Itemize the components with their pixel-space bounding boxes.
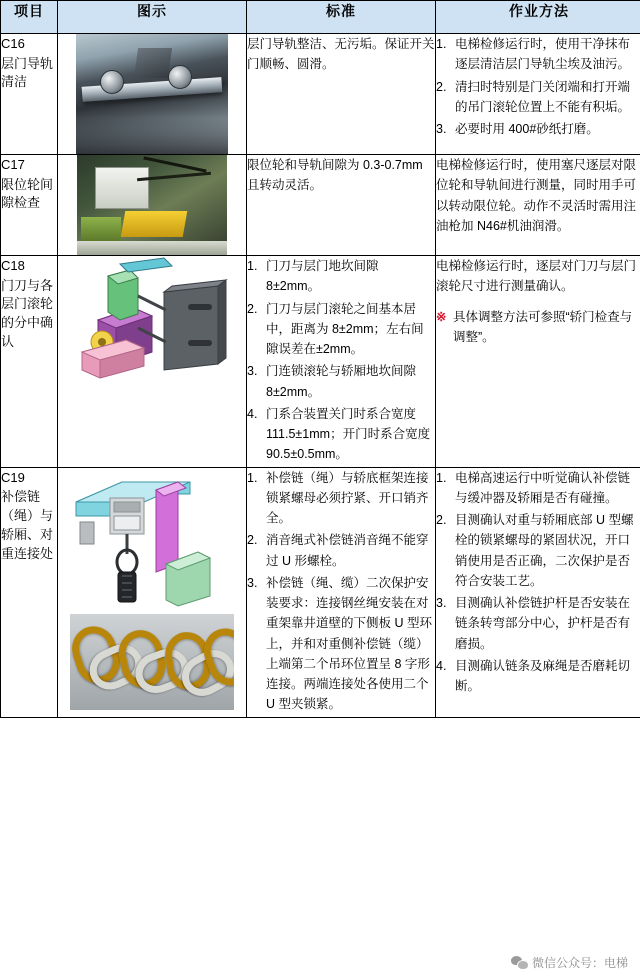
column-header-item: 项目 [1,1,58,34]
row-figure-c18 [58,256,247,468]
wechat-label: 微信公众号：电梯 [531,955,628,970]
row-method-c18 [436,256,640,468]
row-standard-c19 [247,467,436,717]
method-item: 必要时用 400#砂纸打磨。 [455,122,599,136]
door-track-photo [76,34,228,154]
item-code: C19 [1,469,25,485]
column-header-method: 作业方法 [436,1,640,34]
method-list [436,34,640,139]
wechat-credit [511,954,628,971]
limit-wheel-photo [77,155,227,255]
control-box [95,167,149,209]
compensation-chain-photo [70,614,234,710]
photo-shadow [76,118,228,154]
standard-text: 限位轮和导轨间隙为 0.3-0.7mm 且转动灵活。 [247,158,423,193]
row-item-c19 [1,467,58,717]
compensation-chain-drawing [70,468,234,608]
row-figure-c16 [58,34,247,155]
door-knife-svg [68,256,236,406]
page-footer [0,945,640,979]
method-note: ※ 具体调整方法可参照“轿门检查与调整”。 [436,307,640,348]
item-code: C18 [1,258,25,273]
method-list [436,468,640,697]
table-row [1,34,640,155]
row-standard-c16 [247,34,436,155]
method-item: 目测确认链条及麻绳是否磨耗切断。 [455,658,631,693]
row-figure-c17 [58,155,247,256]
standard-list [247,256,435,465]
limit-wheel [121,211,188,237]
standard-item: 消音绳式补偿链消音绳不能穿过 U 形螺栓。 [266,533,429,568]
row-method-c17 [436,155,640,256]
item-label: 层门导轨清洁 [1,55,54,90]
cable [143,156,206,172]
compensation-chain-svg [70,468,234,608]
standard-item: 门系合装置关门时系合宽度 111.5±1mm；开门时系合宽度 90.5±0.5mm。 [266,406,431,462]
row-item-c16 [1,34,58,155]
row-standard-c18 [247,256,436,468]
standard-item: 补偿链（绳）与轿底框架连接锁紧螺母必须拧紧、开口销齐全。 [266,470,429,525]
row-item-c18 [1,256,58,468]
table-row [1,256,640,468]
row-item-c17 [1,155,58,256]
method-text: 电梯检修运行时，使用塞尺逐层对限位轮和导轨间进行测量，同时用手可以转动限位轮。动作不灵活时需用注油枪加 N46#机油润滑。 [436,158,637,233]
item-code: C17 [1,157,25,172]
method-text: 电梯检修运行时，逐层对门刀与层门滚轮尺寸进行测量确认。 [436,259,637,294]
method-item: 目测确认对重与轿厢底部 U 型螺栓的锁紧螺母的紧固状况，开口销使用是否正确，二次保护是否符合安装工艺。 [455,513,634,588]
hanger-roller [168,65,192,89]
row-standard-c17 [247,155,436,256]
item-code: C16 [1,36,25,51]
row-method-c16 [436,34,640,155]
standard-list [247,468,435,715]
wechat-icon [511,956,527,969]
method-item: 目测确认补偿链护杆是否安装在链条转弯部分中心，护杆是否有磨损。 [455,596,631,651]
table-row [1,155,640,256]
door-knife-drawing [68,256,236,406]
standard-text: 层门导轨整洁、无污垢。保证开关门顺畅、圆滑。 [247,37,435,72]
column-header-standard: 标准 [247,1,436,34]
item-label: 门刀与各层门滚轮的分中确认 [1,277,54,350]
table-header [1,1,640,34]
table-row [1,467,640,717]
photo-base [77,241,227,255]
item-label: 补偿链（绳）与轿厢、对重连接处 [1,489,54,561]
column-header-figure: 图示 [58,1,247,34]
method-item: 电梯检修运行时，使用干净抹布逐层清洁层门导轨尘埃及油污。 [455,37,631,72]
standard-item: 门连锁滚轮与轿厢地坎间隙 8±2mm。 [266,364,417,399]
standard-item: 门刀与层门地坎间隙 8±2mm。 [266,259,379,294]
standard-item: 补偿链（绳、缆）二次保护安装要求：连接钢丝绳安装在对重架靠井道壁的下侧板 U 型环上，并和对重侧补偿链（缆）上端第二个吊环位置呈 8 字形连接。两端连接处各使用二个 U 型夹锁紧。 [266,575,432,712]
standard-item: 门刀与层门滚轮之间基本居中，距离为 8±2mm；左右间隙误差在±2mm。 [266,301,424,356]
hanger-roller [100,70,124,94]
row-method-c19 [436,467,640,717]
row-figure-c19 [58,467,247,717]
method-item: 清扫时特别是门关闭端和打开端的吊门滚轮位置上不能有积垢。 [455,79,631,114]
track-bracket [134,48,172,78]
method-item: 电梯高速运行中听觉确认补偿链与缓冲器及轿厢是否有碰撞。 [455,470,631,505]
item-label: 限位轮间隙检查 [1,176,54,211]
